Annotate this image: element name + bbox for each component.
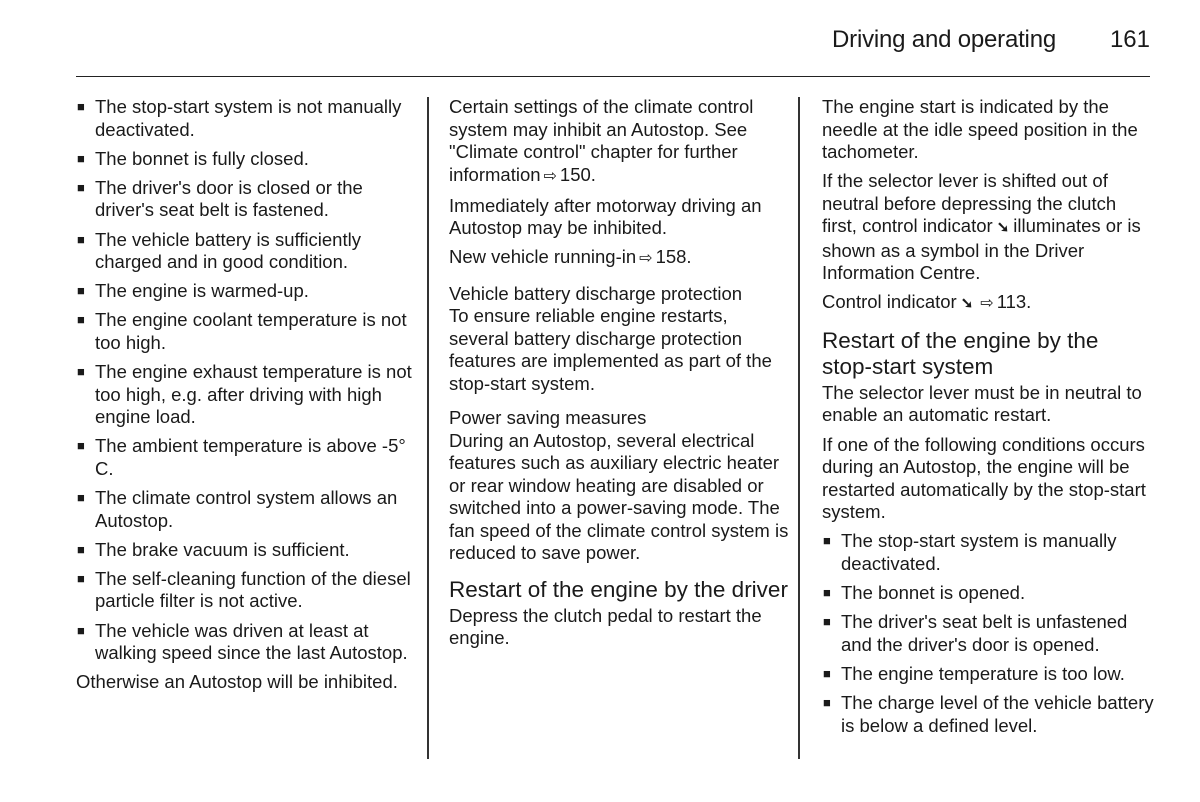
xref-arrow-icon: ⇨ <box>543 167 557 185</box>
page-ref[interactable]: 113. <box>996 291 1032 313</box>
text: illuminates or is shown as a symbol in the Driver Information Centre. <box>822 215 1141 284</box>
text: " chapter for further information <box>449 141 738 185</box>
paragraph: During an Autostop, several electrical features such as auxiliary electric heater or rear window heating are disabled or switched into a power-saving mode. The fan speed of the climate control system is reduced to save power. <box>449 429 789 564</box>
list-item: ■ The engine exhaust temperature is not too high, e.g. after driving with high engine load. <box>76 361 416 429</box>
list-item: ■ The engine is warmed-up. <box>76 280 416 303</box>
autostop-conditions-list <box>76 96 416 665</box>
list-item: ■ The self-cleaning function of the diesel particle filter is not active. <box>76 568 416 613</box>
page-number: 161 <box>1109 26 1150 53</box>
paragraph: The engine start is indicated by the needle at the idle speed position in the tachometer. <box>822 96 1138 162</box>
paragraph <box>449 246 789 271</box>
section-title: Driving and operating <box>832 26 1056 53</box>
list-item: ■ The engine temperature is too low. <box>822 663 1154 686</box>
column-divider <box>427 97 429 759</box>
text: Certain settings of the climate control system may inhibit an Autostop. See " <box>449 96 754 162</box>
list-item: ■ The vehicle was driven at least at walking speed since the last Autostop. <box>76 620 416 665</box>
list-item: ■ The vehicle battery is sufficiently charged and in good condition. <box>76 229 416 274</box>
autostop-indicator-icon: ➘ <box>996 219 1010 237</box>
list-item: ■ The stop-start system is not manually deactivated. <box>76 96 416 141</box>
list-item: ■ The climate control system allows an Autostop. <box>76 487 416 532</box>
column-3 <box>822 96 1154 744</box>
section-heading: Restart of the engine by the stop-start system <box>822 327 1099 379</box>
subheading: Vehicle battery discharge protection <box>449 282 743 304</box>
subheading: Power saving measures <box>449 407 647 429</box>
list-item: ■ The brake vacuum is sufficient. <box>76 539 416 562</box>
text: New vehicle running-in <box>449 246 637 268</box>
paragraph: To ensure reliable engine restarts, several battery discharge protection features are implemented as part of the stop-start system. <box>449 305 772 394</box>
paragraph: If one of the following conditions occurs during an Autostop, the engine will be restarted automatically by the stop-start system. <box>822 433 1146 523</box>
list-item: ■ The charge level of the vehicle battery is below a defined level. <box>822 692 1154 737</box>
text: Control indicator <box>822 291 957 313</box>
list-item: ■ The bonnet is opened. <box>822 582 1154 605</box>
column-divider <box>798 97 800 759</box>
paragraph: Immediately after motorway driving an Autostop may be inhibited. <box>449 194 762 239</box>
closing-paragraph: Otherwise an Autostop will be inhibited. <box>76 671 398 693</box>
page-ref[interactable]: 150. <box>559 163 596 185</box>
list-item: ■ The driver's door is closed or the driver's seat belt is fastened. <box>76 177 416 222</box>
list-item: ■ The driver's seat belt is unfastened and the driver's door is opened. <box>822 611 1154 656</box>
column-1 <box>76 96 416 700</box>
list-item: ■ The engine coolant temperature is not too high. <box>76 309 416 354</box>
list-item: ■ The bonnet is fully closed. <box>76 148 416 171</box>
paragraph <box>822 170 1154 285</box>
text: If the selector lever is shifted out of neutral before depressing the clutch first, control indicator <box>822 170 1117 237</box>
page-header <box>76 0 1150 77</box>
climate-control-link[interactable]: Climate control <box>455 141 579 162</box>
column-2 <box>449 96 789 657</box>
xref-arrow-icon: ⇨ <box>980 295 994 313</box>
paragraph <box>822 291 1154 316</box>
list-item: ■ The ambient temperature is above -5° C. <box>76 435 416 480</box>
xref-arrow-icon: ⇨ <box>639 250 653 268</box>
paragraph: The selector lever must be in neutral to enable an automatic restart. <box>822 381 1142 426</box>
paragraph: Depress the clutch pedal to restart the engine. <box>449 604 762 649</box>
page-ref[interactable]: 158. <box>655 246 692 268</box>
restart-conditions-list <box>822 530 1154 737</box>
paragraph <box>449 96 789 188</box>
autostop-indicator-icon: ➘ <box>960 295 974 313</box>
list-item: ■ The stop-start system is manually deactivated. <box>822 530 1154 575</box>
section-heading: Restart of the engine by the driver <box>449 576 788 602</box>
